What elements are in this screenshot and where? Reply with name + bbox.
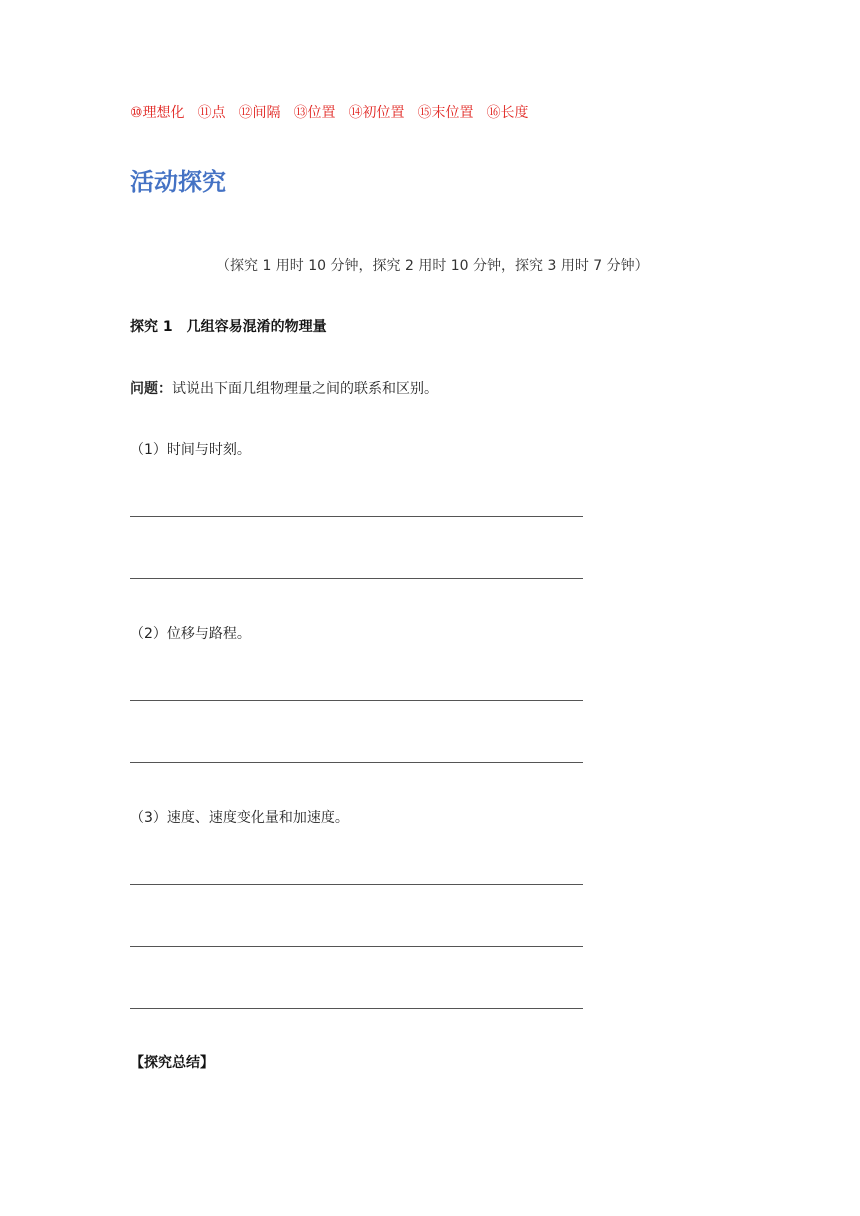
answer-11: ⑪点 bbox=[197, 105, 226, 121]
answer-line[interactable] bbox=[130, 578, 583, 579]
answer-line[interactable] bbox=[130, 1008, 583, 1009]
answer-15: ⑮末位置 bbox=[417, 105, 474, 121]
answer-16: ⑯长度 bbox=[486, 105, 529, 121]
section-title: 活动探究 bbox=[130, 168, 226, 196]
summary-heading: 【探究总结】 bbox=[130, 1055, 214, 1071]
inquiry-1-heading: 探究 1 几组容易混淆的物理量 bbox=[130, 319, 327, 335]
item-displacement-and-distance: （2）位移与路程。 bbox=[130, 626, 251, 642]
answer-line[interactable] bbox=[130, 762, 583, 763]
answer-line[interactable] bbox=[130, 884, 583, 885]
answer-12: ⑫间隔 bbox=[238, 105, 281, 121]
time-note: （探究 1 用时 10 分钟，探究 2 用时 10 分钟，探究 3 用时 7 分钟） bbox=[216, 258, 649, 274]
item-velocity-and-acceleration: （3）速度、速度变化量和加速度。 bbox=[130, 810, 349, 826]
answer-10: ⑩理想化 bbox=[130, 105, 185, 121]
question bbox=[130, 380, 438, 398]
answer-line[interactable] bbox=[130, 700, 583, 701]
question-text: 试说出下面几组物理量之间的联系和区别。 bbox=[172, 381, 438, 397]
answer-key-row bbox=[130, 104, 529, 122]
answer-13: ⑬位置 bbox=[293, 105, 336, 121]
item-time-and-moment: （1）时间与时刻。 bbox=[130, 442, 251, 458]
answer-line[interactable] bbox=[130, 516, 583, 517]
answer-14: ⑭初位置 bbox=[348, 105, 405, 121]
question-label: 问题： bbox=[130, 381, 172, 397]
answer-line[interactable] bbox=[130, 946, 583, 947]
